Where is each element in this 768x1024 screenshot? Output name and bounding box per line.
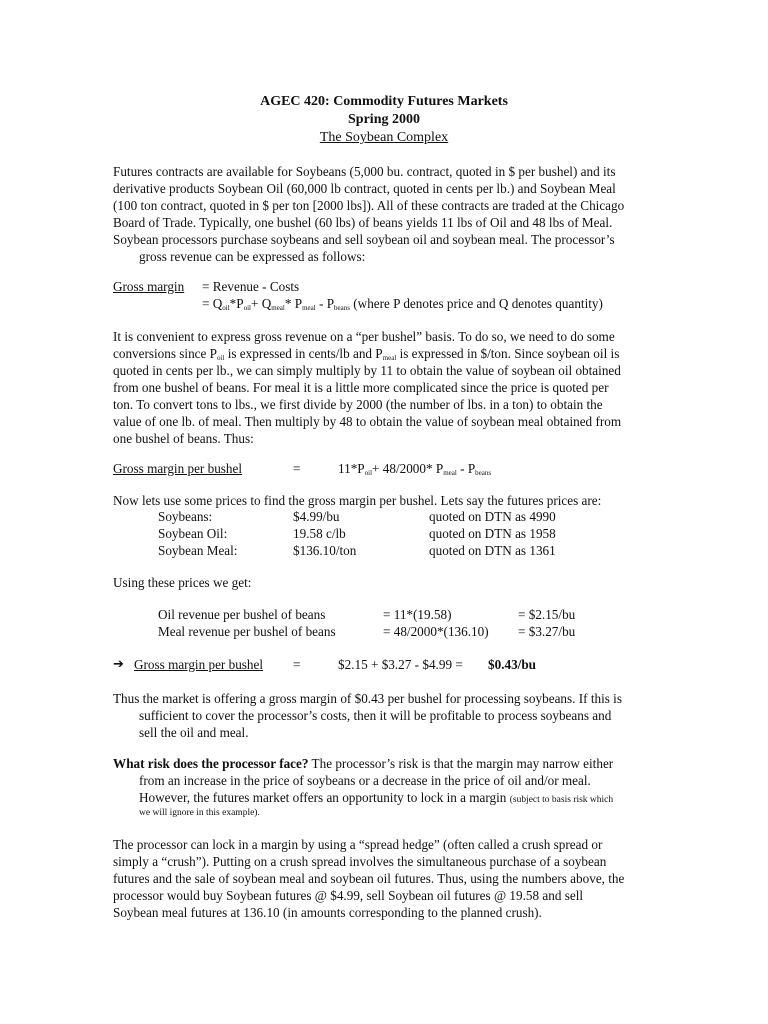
gm-per-bushel-label: Gross margin per bushel bbox=[113, 461, 243, 476]
revenue-name: Meal revenue per bushel of beans bbox=[158, 624, 336, 639]
revenue-name: Oil revenue per bushel of beans bbox=[158, 607, 326, 622]
gm-per-bushel-formula: $11*P_{oil}+ 48/2000*$ $P_{meal} - P_{beans}$ bbox=[338, 461, 492, 477]
price-dtn: quoted on DTN as 1958 bbox=[429, 526, 556, 541]
risk-line: However, the futures market offers an opportunity to lock in a margin (subject to basis risk which bbox=[139, 790, 614, 805]
price-dtn: quoted on DTN as 1361 bbox=[429, 543, 556, 558]
para5-line: processor would buy Soybean futures @ $4.99, sell Soybean oil futures @ 19.58 and sell bbox=[113, 888, 584, 903]
para2-line: value of one lb. of meal. Then multiply by 48 to obtain the value of soybean meal obtained from bbox=[113, 414, 622, 429]
price-name: Soybean Meal: bbox=[158, 543, 238, 558]
revenue-result: = $2.15/bu bbox=[518, 607, 576, 622]
para5-line: simply a “crush”). Putting on a crush spread involves the simultaneous purchase of a soybean bbox=[113, 854, 607, 869]
revenue-result: = $3.27/bu bbox=[518, 624, 576, 639]
para5-line: The processor can lock in a margin by using a “spread hedge” (often called a crush spread or bbox=[113, 837, 603, 852]
para1-line: Soybean processors purchase soybeans and sell soybean oil and soybean meal. The processor’s bbox=[113, 232, 615, 247]
revenue-calc: = 11*(19.58) bbox=[383, 607, 452, 622]
para4-line: sell the oil and meal. bbox=[139, 725, 249, 740]
para2-line: It is convenient to express gross revenue on a “per bushel” basis. To do so, we need to do some bbox=[113, 329, 615, 344]
para2-line: one bushel of beans. Thus: bbox=[113, 431, 254, 446]
result-label: Gross margin per bushel bbox=[134, 657, 264, 672]
price-value: $136.10/ton bbox=[293, 543, 357, 558]
risk-question: What risk does the processor face? bbox=[113, 756, 309, 771]
gm-per-bushel-eq: = bbox=[293, 461, 301, 476]
price-name: Soybeans: bbox=[158, 509, 213, 524]
term: Spring 2000 bbox=[348, 112, 420, 127]
price-value: $4.99/bu bbox=[293, 509, 340, 524]
para1-line: gross revenue can be expressed as follows: bbox=[139, 249, 366, 264]
para1-line: (100 ton contract, quoted in $ per ton [2000 lbs]). All of these contracts are traded at the Chicago bbox=[113, 198, 625, 213]
risk-line: we will ignore in this example). bbox=[139, 808, 260, 818]
price-name: Soybean Oil: bbox=[158, 526, 228, 541]
risk-line: What risk does the processor face? The processor’s risk is that the margin may narrow either bbox=[113, 756, 614, 771]
gross-margin-eq1: = Revenue - Costs bbox=[202, 279, 300, 294]
revenue-calc: = 48/2000*(136.10) bbox=[383, 624, 489, 639]
course-title: AGEC 420: Commodity Futures Markets bbox=[260, 94, 508, 109]
using-prices-line: Using these prices we get: bbox=[113, 575, 252, 590]
price-dtn: quoted on DTN as 4990 bbox=[429, 509, 556, 524]
para2-line: from one bushel of beans. For meal it is a little more complicated since the price is quoted per bbox=[113, 380, 609, 395]
para1-line: Board of Trade. Typically, one bushel (60 lbs) of beans yields 11 lbs of Oil and 48 lbs of Meal. bbox=[113, 215, 613, 230]
document-subtitle: The Soybean Complex bbox=[319, 130, 449, 145]
result-calc: $2.15 + $3.27 - $4.99 = bbox=[338, 657, 463, 672]
para2-line: conversions since $P_{oil}$ is expressed in cents/lb and $P_{meal}$ is expressed in $/ton. Since soybean oil is bbox=[113, 346, 620, 362]
result-answer: $0.43/bu bbox=[488, 657, 537, 672]
para1-line: derivative products Soybean Oil (60,000 lb contract, quoted in cents per lb.) and Soybean Meal bbox=[113, 181, 616, 196]
risk-line: from an increase in the price of soybeans or a decrease in the price of oil and/or meal. bbox=[139, 773, 591, 788]
para2-line: ton. To convert tons to lbs., we first divide by 2000 (the number of lbs. in a ton) to obtain the bbox=[113, 397, 603, 412]
para4-line: sufficient to cover the processor’s costs, then it will be profitable to process soybeans and bbox=[139, 708, 612, 723]
para5-line: futures and the sale of soybean meal and soybean oil futures. Thus, using the numbers above, the bbox=[113, 871, 625, 886]
gross-margin-eq2: = $Q_{oil}*P_{oil}+ Q_{meal}*$ $P_{meal} - P_{beans}$ (where P denotes price and Q denotes quantity) bbox=[202, 296, 603, 312]
para3-line: Now lets use some prices to find the gross margin per bushel. Lets say the futures prices are: bbox=[113, 493, 602, 508]
para1-line: Futures contracts are available for Soybeans (5,000 bu. contract, quoted in $ per bushel) and its bbox=[113, 164, 616, 179]
para5-line: Soybean meal futures at 136.10 (in amounts corresponding to the planned crush). bbox=[113, 905, 542, 920]
gross-margin-label: Gross margin bbox=[113, 279, 185, 294]
para2-line: quoted in cents per lb., we can simply multiply by 11 to obtain the value of soybean oil obtained bbox=[113, 363, 621, 378]
para4-line: Thus the market is offering a gross margin of $0.43 per bushel for processing soybeans. If this is bbox=[113, 691, 622, 706]
result-eq: = bbox=[293, 657, 301, 672]
price-value: 19.58 c/lb bbox=[293, 526, 346, 541]
arrow-icon: ➔ bbox=[113, 657, 124, 672]
